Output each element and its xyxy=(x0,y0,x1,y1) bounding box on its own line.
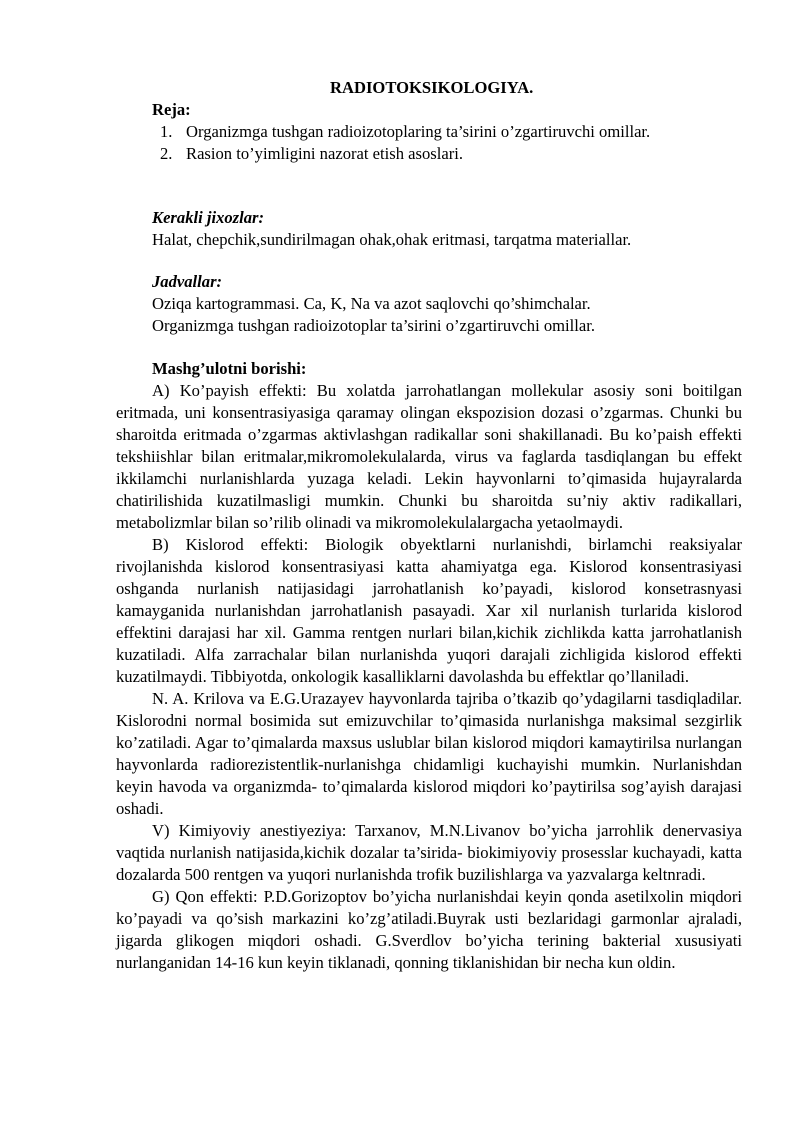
plan-item-text: Rasion to’yimligini nazorat etish asoslari. xyxy=(186,144,463,163)
plan-item xyxy=(152,121,714,143)
plan-item-number: 1. xyxy=(160,122,173,141)
equipment-heading: Kerakli jixozlar: xyxy=(152,208,265,227)
procedure-paragraph: B) Kislorod effekti: Biologik obyektlarni nurlanishdi, birlamchi reaksiyalar rivojlanishda kislorod konsentrasiyasi katta ahamiyatga ega. Kislorod konsentrasiyasi oshganda nurlanish natijasidagi jarrohatlanish ko’payadi, kislorod konsetrasnyasi kamayganida nurlanishdan jarrohatlanish pasayadi. Xar xil nurlanish turlarida kislorod effektini darajasi har xil. Gamma rentgen nurlari bilan,kichik zichlikda katta jarrohatlanish kuzatiladi. Alfa zarrachalar bilan nurlanishda yuqori darajali zichligida kislorod effekti kuzatilmaydi. Tibbiyotda, onkologik kasalliklarni davolashda bu effektlar qo’llaniladi. xyxy=(116,535,742,686)
plan-item-number: 2. xyxy=(160,144,173,163)
tables-heading: Jadvallar: xyxy=(152,272,223,291)
equipment-text: Halat, chepchik,sundirilmagan ohak,ohak eritmasi, tarqatma materiallar. xyxy=(152,230,632,249)
plan-section xyxy=(152,99,714,165)
procedure-paragraph: N. A. Krilova va E.G.Urazayev hayvonlarda tajriba o’tkazib qo’ydagilarni tasdiqladilar. Kislorodni normal bosimida sut emizuvchilar to’qimasida nurlanishga maksimal sezgirlik ko’zatiladi. Agar to’qimalarda maxsus uslublar bilan kislorod miqdori kamaytirilsa nurlangan hayvonlarda radiorezistentlik-nurlanishga chidamligi kuchayishi mumkin. Nurlanishdan keyin havoda va organizmda- to’qimalarda kislorod miqdori ko’paytirilsa sog’ayish darajasi oshadi. xyxy=(116,689,742,818)
procedure-body xyxy=(116,380,742,974)
procedure-paragraph: G) Qon effekti: P.D.Gorizoptov bo’yicha nurlanishdai keyin qonda asetilxolin miqdori ko’payadi va qo’sish markazini ko’zg’atiladi.Buyrak usti bezlaridagi garmonlar ajraladi, jigarda glikogen miqdori oshadi. G.Sverdlov bo’yicha terining bakterial xususiyati nurlanganidan 14-16 kun keyin tiklanadi, qonning tiklanishidan bir necha kun oldin. xyxy=(116,887,742,972)
equipment-section xyxy=(152,207,714,251)
plan-list xyxy=(152,121,714,165)
tables-line-1: Oziqa kartogrammasi. Ca, K, Na va azot saqlovchi qo’shimchalar. xyxy=(152,294,591,313)
plan-item-text: Organizmga tushgan radioizotoplaring ta’sirini o’zgartiruvchi omillar. xyxy=(186,122,651,141)
procedure-paragraph: A) Ko’payish effekti: Bu xolatda jarrohatlangan mollekular asosiy soni boitilgan eritmada, uni konsentrasiyasiga qaramay olingan ekspozision dozasi o’zgarmas. Chunki bu sharoitda eritmada o’zgarmas aktivlashgan radikallar soni shakillanadi. Bu ko’paish effekti tekshiishlar bilan eritmalar,mikromolekulalarda, virus va faglarda tasdiqlangan bu effekt ikkilamchi nurlanishlarda yuzaga keladi. Lekin hayvonlarni to’qimasida hujayralarda chatirilishida kuzatilmasligi mumkin. Chunki bu sharoitda su’niy aktiv radikallari, metabolizmlar bilan so’rilib olinadi va mikromolekulalargacha yetaolmaydi. xyxy=(116,381,742,532)
procedure-paragraph: V) Kimiyoviy anestiyeziya: Tarxanov, M.N.Livanov bo’yicha jarrohlik denervasiya vaqtida nurlanish natijasida,kichik dozalar ta’sirida- biokimiyoviy prosesslar kuchayadi, katta dozalarda 500 rentgen va yuqori nurlanishda trofik buzilishlarga va yazvalarga keltnradi. xyxy=(116,821,742,884)
tables-section xyxy=(152,271,752,337)
tables-line-2: Organizmga tushgan radioizotoplar ta’sirini o’zgartiruvchi omillar. xyxy=(152,316,595,335)
plan-heading: Reja: xyxy=(152,100,191,119)
plan-item xyxy=(152,143,714,165)
procedure-heading: Mashg’ulotni borishi: xyxy=(152,359,307,378)
procedure-heading-block xyxy=(152,358,714,380)
document-title: RADIOTOKSIKOLOGIYA. xyxy=(330,78,534,97)
